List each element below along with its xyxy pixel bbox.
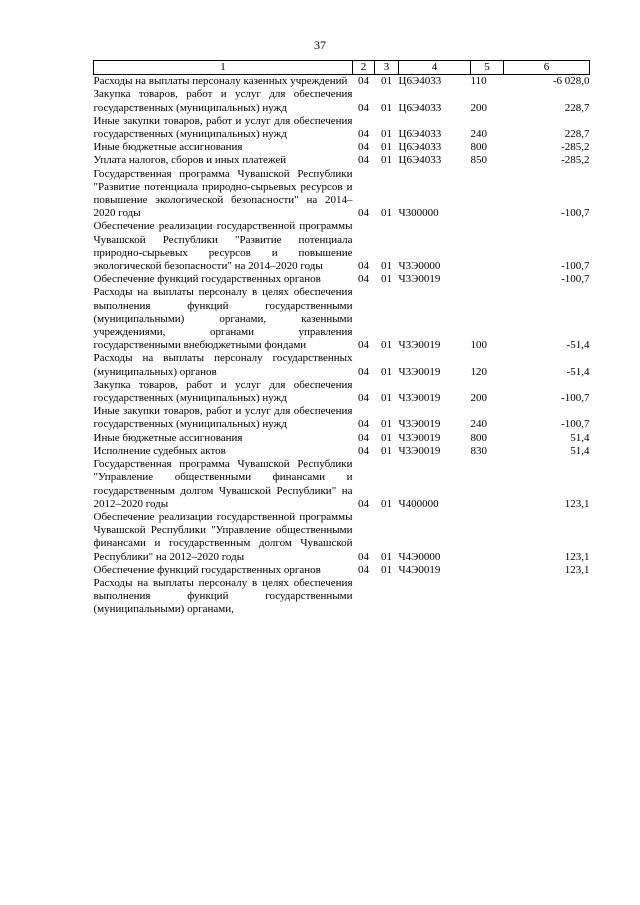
row-amount: -100,7	[561, 273, 590, 286]
row-amount: 51,4	[570, 444, 590, 457]
row-section: 04	[358, 392, 369, 405]
row-name: Закупка товаров, работ и услуг для обеспечения государственных (муниципальных) нужд	[93, 88, 353, 114]
row-name: Расходы на выплаты персоналу в целях обеспечения выполнения функций государственными (муниципальными) органами, казенными учреждениями, органами управления государственными внебюджетными фондами	[93, 286, 353, 352]
row-section: 04	[358, 154, 369, 167]
row-subsection: 01	[381, 207, 392, 220]
row-section: 04	[358, 260, 369, 273]
row-expense-type: 800	[470, 141, 487, 154]
row-section: 04	[358, 273, 369, 286]
table-row	[94, 273, 590, 286]
row-amount: -285,2	[561, 154, 590, 167]
row-amount	[504, 577, 590, 617]
row-section	[353, 577, 375, 617]
row-target-article: Ц6Э4033	[398, 128, 442, 141]
table-row	[94, 458, 590, 511]
row-name: Иные закупки товаров, работ и услуг для обеспечения государственных (муниципальных) нужд	[93, 114, 353, 141]
row-section: 04	[358, 101, 369, 114]
row-amount: 123,1	[564, 550, 590, 563]
table-row	[94, 432, 590, 445]
row-name: Обеспечение функций государственных органов	[93, 273, 321, 286]
row-name: Государственная программа Чувашской Республики "Управление общественными финансами и государственным долгом Чувашской Республики" на 2012–2020 годы	[93, 458, 353, 510]
row-subsection: 01	[381, 431, 392, 444]
row-section: 04	[358, 550, 369, 563]
row-name: Закупка товаров, работ и услуг для обеспечения государственных (муниципальных) нужд	[93, 378, 353, 405]
table-header	[94, 61, 590, 75]
row-target-article	[399, 577, 471, 617]
row-subsection	[375, 577, 399, 617]
row-name: Обеспечение реализации государственной программы Чувашской Республики "Развитие потенциала природно-сырьевых ресурсов и повышение экологической безопасности" на 2014–2020 годы	[93, 220, 353, 273]
table-row	[94, 405, 590, 431]
row-expense-type: 200	[470, 392, 487, 405]
row-section: 04	[358, 128, 369, 141]
row-amount: -100,7	[561, 207, 590, 220]
row-expense-type	[471, 458, 504, 511]
table-row	[94, 88, 590, 114]
table-row	[94, 115, 590, 141]
row-name: Иные бюджетные ассигнования	[93, 431, 243, 444]
row-section: 04	[358, 444, 369, 457]
row-target-article: Ч3Э0019	[398, 418, 441, 431]
table-row	[94, 564, 590, 577]
table-row	[94, 445, 590, 458]
row-name: Исполнение судебных актов	[93, 444, 226, 457]
row-target-article: Ч300000	[398, 207, 439, 220]
row-name: Расходы на выплаты персоналу государственных (муниципальных) органов	[93, 352, 353, 378]
row-section: 04	[358, 563, 369, 576]
row-subsection: 01	[381, 128, 392, 141]
table-row	[94, 75, 590, 89]
row-name: Уплата налогов, сборов и иных платежей	[93, 154, 287, 167]
table-row	[94, 220, 590, 273]
header-col-2: 2	[353, 61, 375, 75]
row-target-article: Ц6Э4033	[398, 141, 442, 154]
row-expense-type: 240	[470, 418, 487, 431]
row-target-article: Ч3Э0019	[398, 339, 441, 352]
row-section: 04	[358, 497, 369, 510]
page-number: 37	[314, 38, 326, 52]
row-target-article: Ц6Э4033	[398, 154, 442, 167]
row-name: Иные бюджетные ассигнования	[93, 141, 243, 154]
header-col-5: 5	[471, 61, 504, 75]
row-target-article: Ц6Э4033	[398, 75, 442, 88]
row-target-article: Ч3Э0019	[398, 431, 441, 444]
row-amount: 228,7	[564, 101, 590, 114]
row-amount: -100,7	[561, 260, 590, 273]
row-expense-type	[471, 168, 504, 221]
row-expense-type: 800	[470, 431, 487, 444]
row-expense-type	[471, 220, 504, 273]
row-target-article: Ч3Э0000	[398, 260, 441, 273]
row-amount: 123,1	[564, 497, 590, 510]
table-row	[94, 577, 590, 617]
row-subsection: 01	[381, 550, 392, 563]
row-expense-type: 240	[470, 128, 487, 141]
row-target-article: Ч4Э0019	[398, 563, 441, 576]
row-expense-type	[471, 564, 504, 577]
row-subsection: 01	[381, 418, 392, 431]
row-section: 04	[358, 141, 369, 154]
table-row	[94, 379, 590, 405]
row-section: 04	[358, 365, 369, 378]
row-section: 04	[358, 339, 369, 352]
row-amount: -51,4	[566, 365, 590, 378]
row-target-article: Ч3Э0019	[398, 365, 441, 378]
row-subsection: 01	[381, 75, 392, 88]
row-amount: 51,4	[570, 431, 590, 444]
row-expense-type: 100	[470, 339, 487, 352]
row-target-article: Ц6Э4033	[398, 101, 442, 114]
header-row	[94, 61, 590, 75]
header-col-4: 4	[399, 61, 471, 75]
row-subsection: 01	[381, 365, 392, 378]
row-expense-type: 830	[470, 444, 487, 457]
header-col-1: 1	[94, 61, 353, 75]
row-section: 04	[358, 75, 369, 88]
row-target-article: Ч400000	[398, 497, 439, 510]
row-subsection: 01	[381, 563, 392, 576]
row-amount: -100,7	[561, 418, 590, 431]
row-expense-type: 850	[470, 154, 487, 167]
row-subsection: 01	[381, 154, 392, 167]
row-amount: -6 028,0	[552, 75, 590, 88]
row-name: Государственная программа Чувашской Республики "Развитие потенциала природно-сырьевых ресурсов и повышение экологической безопасности" на 2014–2020 годы	[93, 167, 353, 220]
row-target-article: Ч3Э0019	[398, 273, 441, 286]
row-target-article: Ч3Э0019	[398, 444, 441, 457]
row-subsection: 01	[381, 392, 392, 405]
row-amount: 228,7	[564, 128, 590, 141]
table-row	[94, 154, 590, 167]
row-subsection: 01	[381, 260, 392, 273]
row-section: 04	[358, 207, 369, 220]
budget-table	[93, 60, 590, 617]
table-row	[94, 286, 590, 352]
row-subsection: 01	[381, 273, 392, 286]
table-row	[94, 168, 590, 221]
row-expense-type: 200	[470, 101, 487, 114]
row-expense-type: 110	[470, 75, 487, 88]
row-section: 04	[358, 431, 369, 444]
row-name: Расходы на выплаты персоналу в целях обеспечения выполнения функций государственными (муниципальными) органами,	[93, 576, 353, 616]
row-target-article: Ч4Э0000	[398, 550, 441, 563]
row-amount: -51,4	[566, 339, 590, 352]
row-subsection: 01	[381, 497, 392, 510]
row-amount: -100,7	[561, 392, 590, 405]
row-name: Обеспечение реализации государственной программы Чувашской Республики "Управление общественными финансами и государственным долгом Чувашской Республики" на 2012–2020 годы	[93, 510, 353, 563]
row-name: Расходы на выплаты персоналу казенных учреждений	[93, 75, 348, 88]
row-section: 04	[358, 418, 369, 431]
table-row	[94, 141, 590, 154]
row-target-article: Ч3Э0019	[398, 392, 441, 405]
row-expense-type: 120	[470, 365, 487, 378]
row-name: Обеспечение функций государственных органов	[93, 563, 321, 576]
row-subsection: 01	[381, 141, 392, 154]
row-subsection: 01	[381, 339, 392, 352]
header-col-3: 3	[375, 61, 399, 75]
row-amount: 123,1	[564, 563, 590, 576]
row-subsection: 01	[381, 444, 392, 457]
row-expense-type	[471, 511, 504, 564]
table-row	[94, 511, 590, 564]
row-expense-type	[471, 273, 504, 286]
row-name: Иные закупки товаров, работ и услуг для обеспечения государственных (муниципальных) нужд	[93, 405, 353, 431]
table-body	[94, 75, 590, 617]
row-amount: -285,2	[561, 141, 590, 154]
table-row	[94, 352, 590, 378]
header-col-6: 6	[504, 61, 590, 75]
row-expense-type	[471, 577, 504, 617]
row-subsection: 01	[381, 101, 392, 114]
